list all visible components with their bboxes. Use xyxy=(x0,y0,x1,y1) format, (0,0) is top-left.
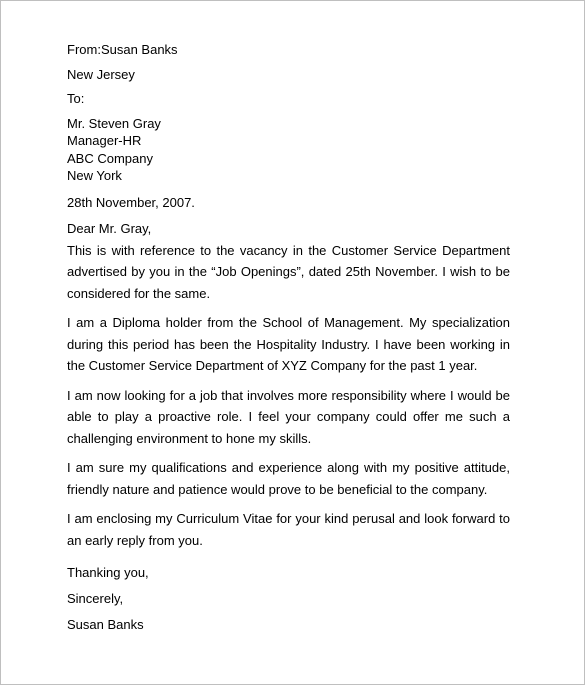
salutation: Dear Mr. Gray, xyxy=(67,221,152,236)
recipient-block xyxy=(67,115,510,185)
closing-thanks: Thanking you, xyxy=(67,565,149,580)
closing-sincerely: Sincerely, xyxy=(67,591,124,606)
recipient-city: New York xyxy=(67,168,122,183)
paragraph-motivation: I am now looking for a job that involves more responsibility where I would be able to play a proactive role. I feel your company could offer me such a challenging environment to hone my skills. xyxy=(67,387,510,446)
recipient-company: ABC Company xyxy=(67,150,153,166)
to-label: To: xyxy=(67,91,85,106)
from-line: From:Susan Banks xyxy=(67,42,178,57)
paragraph-attributes: I am sure my qualifications and experience along with my positive attitude, friendly nature and patience would prove to be beneficial to the company. xyxy=(67,460,510,497)
closing-block xyxy=(67,560,510,638)
recipient-title: Manager-HR xyxy=(67,133,142,148)
paragraphs xyxy=(67,240,510,552)
paragraph-enclosure: I am enclosing my Curriculum Vitae for your kind perusal and look forward to an early reply from you. xyxy=(67,511,510,548)
letter-body xyxy=(67,41,510,638)
letter-date: 28th November, 2007. xyxy=(67,194,195,210)
paragraph-reference: This is with reference to the vacancy in the Customer Service Department advertised by you in the “Job Openings”, dated 25th November. I wish to be considered for the same. xyxy=(67,242,510,301)
from-location: New Jersey xyxy=(67,66,135,82)
paragraph-qualification: I am a Diploma holder from the School of Management. My specialization during this period has been the Hospitality Industry. I have been working in the Customer Service Department of XYZ Company for the past 1 year. xyxy=(67,315,510,373)
signature: Susan Banks xyxy=(67,617,144,632)
recipient-name: Mr. Steven Gray xyxy=(67,115,161,131)
